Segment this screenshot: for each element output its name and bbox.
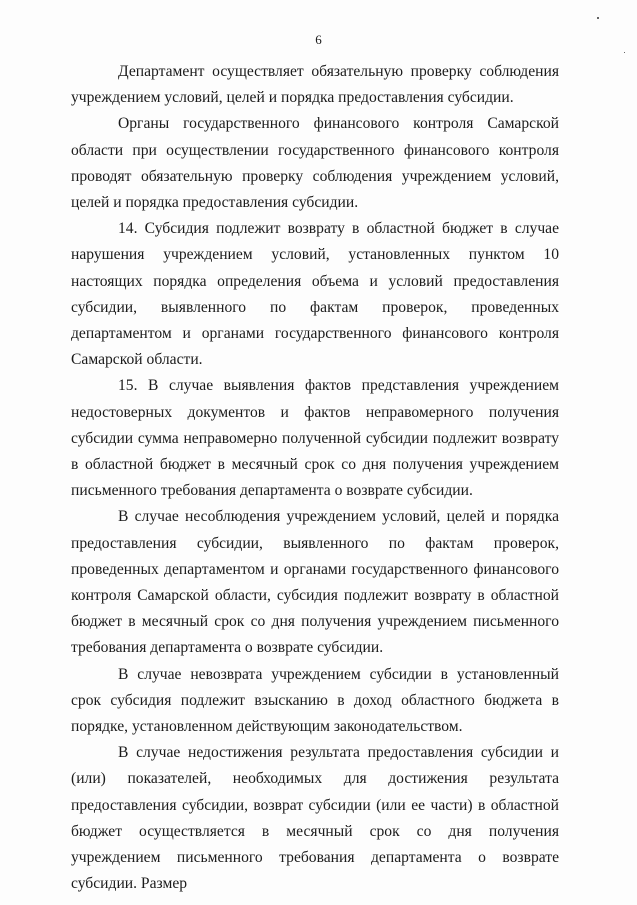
paragraph-result-not-achieved: В случае недостижения результата предоставления субсидии и (или) показателей, необходимых для достижения результата предоставления субсидии, возврат субсидии (или ее части) в областной бюджет осуществляется в месячный срок со дня получения учреждением письменного требования департамента о возврате субсидии. Размер <box>71 744 559 893</box>
paragraph-nonreturn: В случае невозврата учреждением субсидии в установленный срок субсидия подлежит взысканию в доход областного бюджета в порядке, установленном действующим законодательством. <box>71 665 559 736</box>
document-body <box>71 59 559 898</box>
paragraph-control-bodies: Органы государственного финансового контроля Самарской области при осуществлении государственного финансового контроля проводят обязательную проверку соблюдения учреждением условий, целей и порядка предоставления субсидии. <box>71 115 559 212</box>
page-number: 6 <box>315 32 322 47</box>
paragraph-department-check: Департамент осуществляет обязательную проверку соблюдения учреждением условий, целей и порядка предоставления субсидии. <box>71 63 559 107</box>
paragraph-item-15: 15. В случае выявления фактов представления учреждением недостоверных документов и фактов неправомерного получения субсидии сумма неправомерно полученной субсидии подлежит возврату в областной бюджет в месячный срок со дня получения учреждением письменного требования департамента о возврате субсидии. <box>71 377 559 500</box>
paragraph-item-14: 14. Субсидия подлежит возврату в областной бюджет в случае нарушения учреждением условий, установленных пунктом 10 настоящих порядка определения объема и условий предоставления субсидии, выявленного по фактам проверок, проведенных департаментом и органами государственного финансового контроля Самарской области. <box>71 220 559 369</box>
scan-speck <box>597 17 599 19</box>
paragraph-noncompliance: В случае несоблюдения учреждением условий, целей и порядка предоставления субсидии, выявленного по фактам проверок, проведенных департаментом и органами государственного финансового контроля Самарской области, субсидия подлежит возврату в областной бюджет в месячный срок со дня получения учреждением письменного требования департамента о возврате субсидии. <box>71 508 559 657</box>
scan-speck <box>624 52 625 53</box>
